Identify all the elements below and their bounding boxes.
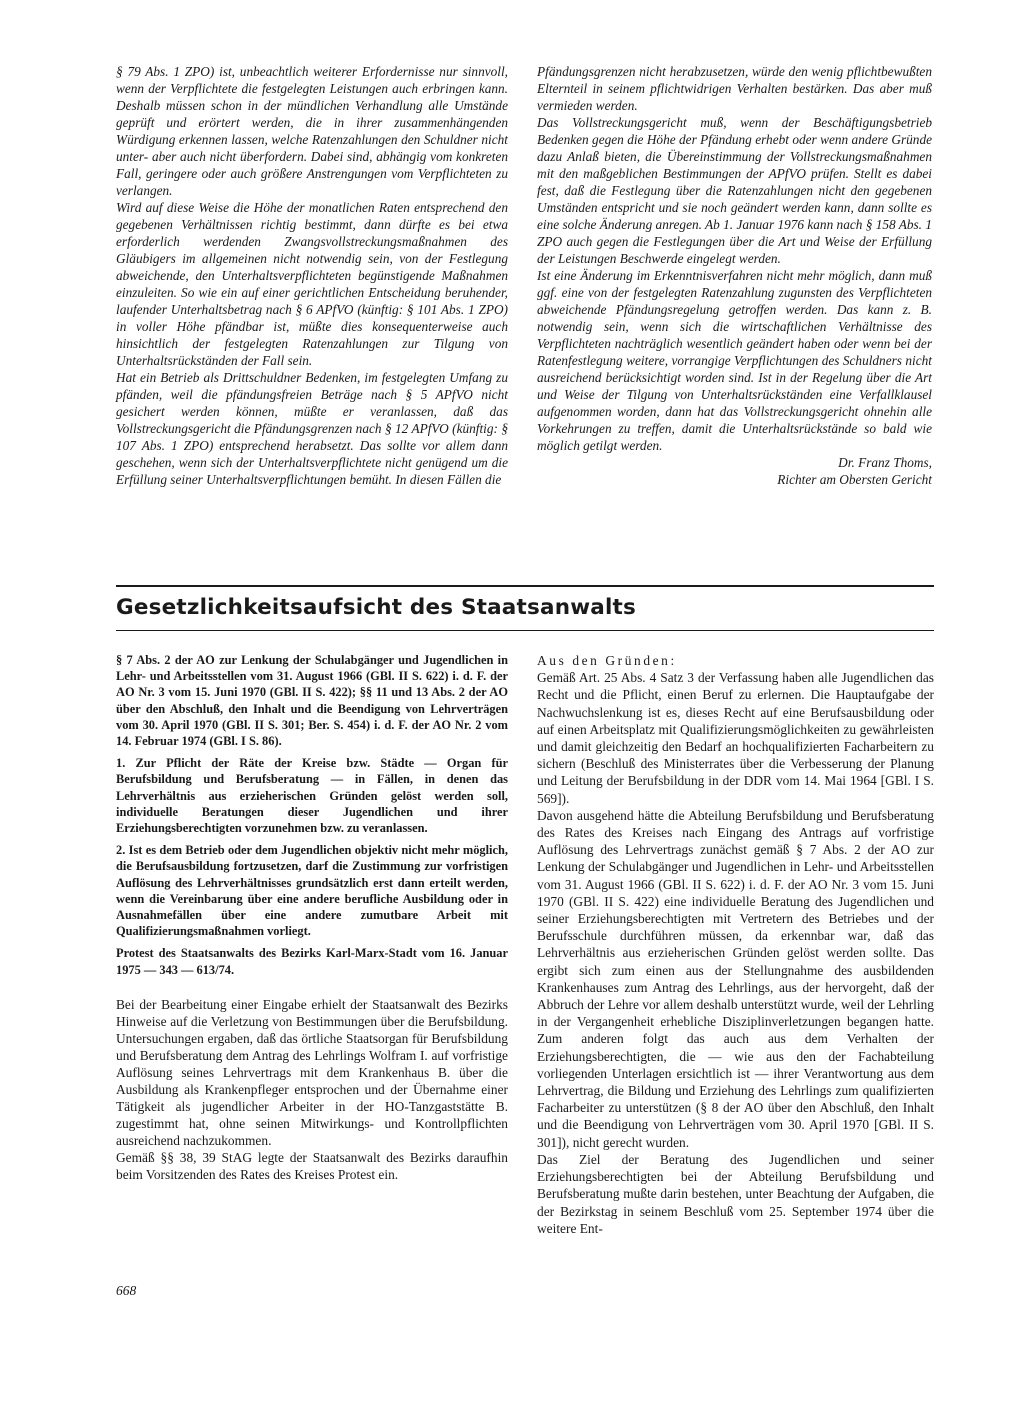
paragraph: § 79 Abs. 1 ZPO) ist, unbeachtlich weiterer Erfordernisse nur sinnvoll, wenn der Verpflichtete die festgelegten Leistungen auch erbringen kann. Deshalb müssen schon in der mündlichen Verhandlung alle Umstände geprüft und erörtert werden, die in ihrer zusammenhängenden Würdigung erkennen lassen, welche Ratenzahlungen den Schuldner nicht unter- aber auch nicht überfordern. Dabei sind, abhängig vom konkreten Fall, geringere oder auch größere Anstrengungen vom Verpflichteten zu verlangen. [116,64,508,198]
headnote-statutes: § 7 Abs. 2 der AO zur Lenkung der Schulabgänger und Jugendlichen in Lehr- und Arbeitsstellen vom 31. August 1966 (GBl. II S. 622) i. d. F. der AO Nr. 3 vom 15. Juni 1970 (GBl. II S. 422); §§ 11 und 13 Abs. 2 der AO über den Abschluß, den Inhalt und die Beendigung von Lehrverträgen vom 30. April 1970 (GBl. II S. 301; Ber. S. 454) i. d. F. der AO Nr. 2 vom 14. Februar 1974 (GBl. I S. 86). [116,653,508,749]
headnote-principle-2: 2. Ist es dem Betrieb oder dem Jugendlichen objektiv nicht mehr möglich, die Berufsausbildung fortzusetzen, darf die Zustimmung zur vorfristigen Auflösung des Lehrverhältnisses grundsätzlich erst dann erteilt werden, wenn die Vereinbarung über eine andere berufliche Ausbildung oder in Ausnahmefällen über eine andere zumutbare Arbeit mit Qualifizierungsmaßnahmen vorliegt. [116,843,508,939]
case-body-left [116,996,508,1183]
paragraph: Wird auf diese Weise die Höhe der monatlichen Raten entsprechend den gegebenen Verhältnissen richtig bestimmt, dann dürfte es bei etwa erforderlich werdenden Zwangsvollstreckungsmaßnahmen des Gläubigers im allgemeinen nicht notwendig sein, von der Festlegung abweichende, den Unterhaltsverpflichteten begünstigende Maßnahmen einzuleiten. So wie ein auf einer gerichtlichen Entscheidung beruhender, laufender Unterhaltsbetrag nach § 6 APfVO (künftig: § 101 Abs. 1 ZPO) in voller Höhe pfändbar ist, müßte dies konsequenterweise auch hinsichtlich der festgelegten Ratenzahlungen zur Tilgung von Unterhaltsrückständen der Fall sein. [116,200,508,368]
section-title: Gesetzlichkeitsaufsicht des Staatsanwalts [116,595,637,620]
headnote-principle-1: 1. Zur Pflicht der Räte der Kreise bzw. Städte — Organ für Berufsbildung und Berufsberatung — in Fällen, in denen das Lehrverhältnis aus erzieherischen Gründen gelöst werden soll, individuelle Beratungen dieser Jugendlichen und ihrer Erziehungsberechtigten vorzunehmen bzw. zu veranlassen. [116,756,508,836]
section-rule-bottom [116,630,934,631]
paragraph: Gemäß Art. 25 Abs. 4 Satz 3 der Verfassung haben alle Jugendlichen das Recht und die Pflicht, einen Beruf zu erlernen. Die Hauptaufgabe der Nachwuchslenkung ist es, dieses Recht auf eine Berufsausbildung oder auf einen Arbeitsplatz mit Qualifizierungsmöglichkeiten zu gewährleisten und damit gleichzeitig den Bedarf an hochqualifizierten Facharbeitern zu sichern (Beschluß des Ministerrates über die Verbesserung der Planung und Leitung der Berufsbildung in der DDR vom 14. Mai 1964 [GBl. I S. 569]). [537,670,934,806]
author-name: Dr. Franz Thoms, [838,455,932,470]
author-signature [537,454,932,488]
paragraph: Bei der Bearbeitung einer Eingabe erhielt der Staatsanwalt des Bezirks Hinweise auf die Verletzung von Bestimmungen über die Berufsbildung. Untersuchungen ergaben, daß das örtliche Staatsorgan für Berufsbildung und Berufsberatung dem Antrag des Lehrlings Wolfram I. auf vorfristige Auflösung seines Lehrvertrags mit dem Krankenhaus B. über die Ausbildung als Krankenpfleger entsprochen und der Übernahme einer Tätigkeit als jugendlicher Arbeiter in der HO-Tanzgaststätte B. zugestimmt hat, ohne seinen Mitwirkungs- und Kontrollpflichten ausreichend nachzukommen. [116,996,508,1148]
page-number: 668 [116,1283,137,1298]
paragraph: Gemäß §§ 38, 39 StAG legte der Staatsanwalt des Bezirks daraufhin beim Vorsitzenden des Rates des Kreises Protest ein. [116,1149,508,1182]
paragraph: Davon ausgehend hätte die Abteilung Berufsbildung und Berufsberatung des Rates des Kreises nach Eingang des Antrags auf vorfristige Auflösung des Lehrvertrags zunächst gemäß § 7 Abs. 2 der AO zur Lenkung der Schulabgänger und Jugendlichen in Lehr- und Arbeitsstellen vom 31. August 1966 (GBl. II S. 622) i. d. F. der AO Nr. 3 vom 15. Juni 1970 (GBl. II S. 422) eine individuelle Beratung des Jugendlichen und seiner Erziehungsberechtigten mit Vertretern des Betriebes und der Berufsschule durchführen müssen, da erkennbar war, daß das Lehrverhältnis aus erzieherischen Gründen gelöst werden sollte. Das ergibt sich zum einen aus der Stellungnahme des ausbildenden Krankenhauses zum Antrag des Lehrlings, aus der hervorgeht, daß der Abbruch der Lehre vor allem deshalb unterstützt wurde, weil der Lehrling in der Vergangenheit erhebliche Disziplinverletzungen begangen hatte. Zum anderen folgt das auch aus dem Verhalten der Erziehungsberechtigten, die — wie aus den der Fachabteilung vorliegenden Unterlagen ersichtlich ist — ihrer Verantwortung aus dem Lehrvertrag, die Bildung und Erziehung des Lehrlings zum qualifizierten Facharbeiter zu unterstützen (§ 8 der AO über den Abschluß, den Inhalt und die Beendigung von Lehrverträgen vom 30. April 1970 [GBl. II S. 301]), nicht gerecht wurden. [537,807,934,1150]
author-role: Richter am Obersten Gericht [777,472,932,487]
section-rule-top [116,585,934,587]
paragraph: Pfändungsgrenzen nicht herabzusetzen, würde den wenig pflichtbewußten Elternteil in seinem pflichtwidrigen Verhalten bestärken. Das aber muß vermieden werden. [537,64,932,113]
reasons-heading: Aus den Gründen: [537,653,677,668]
bottom-right-column [537,652,934,1237]
paragraph: Ist eine Änderung im Erkenntnisverfahren nicht mehr möglich, dann muß ggf. eine von der festgelegten Ratenzahlung zugunsten des Verpflichteten abweichende Pfändungsregelung getroffen werden. Das kann z. B. notwendig sein, wenn sich die wirtschaftlichen Verhältnisse des Verpflichteten nachträglich wesentlich geändert haben oder wenn bei der Ratenfestlegung weitere, vorrangige Verpflichtungen des Schuldners nicht ausreichend berücksichtigt worden sind. Ist in der Regelung über die Art und Weise der Tilgung von Unterhaltsrückständen eine Verfallklausel aufgenommen worden, dann hat das Vollstreckungsgericht ohnehin alle Vorkehrungen zu treffen, damit die Unterhaltsrückstände so bald wie möglich getilgt werden. [537,268,932,453]
headnote-source: Protest des Staatsanwalts des Bezirks Karl-Marx-Stadt vom 16. Januar 1975 — 343 — 613/74. [116,946,508,977]
bottom-left-column [116,652,508,1183]
paragraph: Das Vollstreckungsgericht muß, wenn der Beschäftigungsbetrieb Bedenken gegen die Höhe der Pfändung erhebt oder wenn andere Gründe dazu Anlaß bieten, die Übereinstimmung der Vollstreckungsmaßnahmen mit den maßgeblichen Bestimmungen der APfVO prüfen. Stellt es dabei fest, daß die Festlegung über die Ratenzahlungen nicht den gegebenen Umständen entspricht und sie noch geändert werden kann, dann sollte es eine solche Änderung anregen. Ab 1. Januar 1976 kann nach § 158 Abs. 1 ZPO auch gegen die Festlegungen über die Art und Weise der Erfüllung der Leistungen Beschwerde eingelegt werden. [537,115,932,266]
paragraph: Hat ein Betrieb als Drittschuldner Bedenken, im festgelegten Umfang zu pfänden, weil die pfändungsfreien Beträge nach § 5 APfVO nicht gesichert werden können, müßte er veranlassen, daß das Vollstreckungsgericht die Pfändungsgrenzen nach § 12 APfVO (künftig: § 107 Abs. 1 ZPO) entsprechend herabsetzt. Das sollte vor allem dann geschehen, wenn sich der Unterhaltsverpflichtete nicht genügend um die Erfüllung seiner Unterhaltsverpflichtungen bemüht. In diesen Fällen die [116,370,508,487]
top-right-column [537,63,932,488]
top-left-column [116,63,508,488]
headnote [116,652,508,978]
paragraph: Das Ziel der Beratung des Jugendlichen und seiner Erziehungsberechtigten bei der Abteilung Berufsbildung und Berufsberatung mußte darin bestehen, unter Beachtung der Aufgaben, die der Bezirkstag in seinem Beschluß vom 25. September 1974 über die weitere Ent- [537,1151,934,1236]
